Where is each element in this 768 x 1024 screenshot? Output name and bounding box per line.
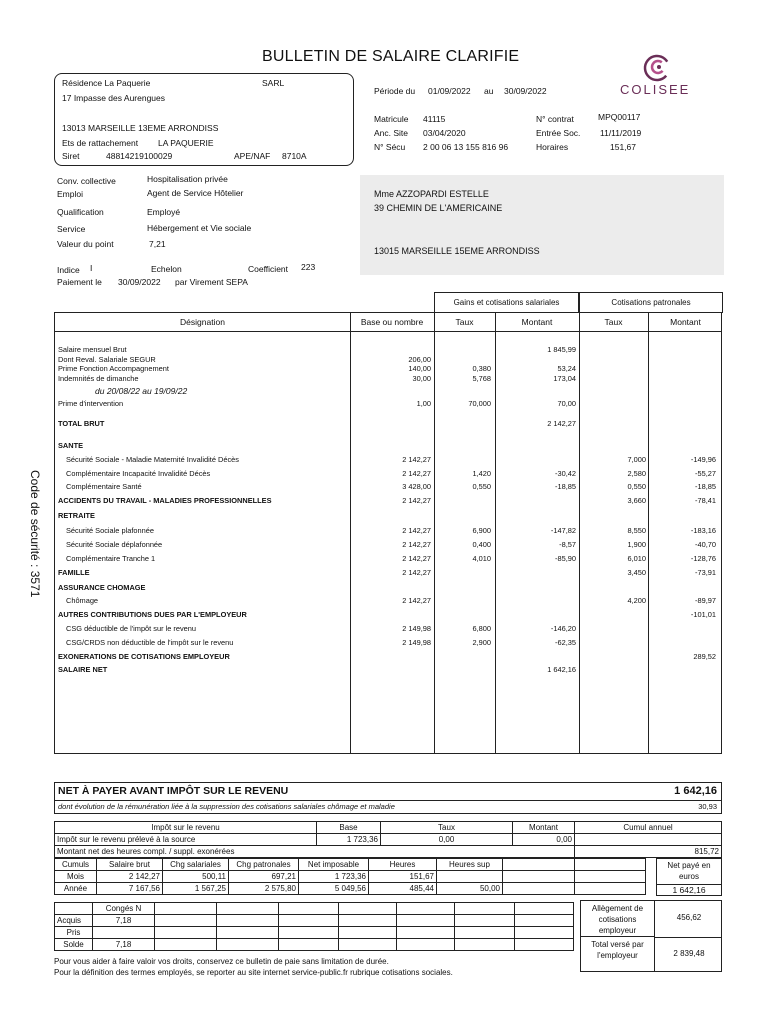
tax-h3: Montant xyxy=(513,822,575,834)
paiement-label: Paiement le xyxy=(57,277,102,287)
cell-base: 2 142,27 xyxy=(402,540,431,549)
qualif-label: Qualification xyxy=(57,207,104,217)
cell-designation: Sécurité Sociale déplafonnée xyxy=(66,540,163,549)
echelon-label: Echelon xyxy=(151,264,182,274)
cumuls-h0: Cumuls xyxy=(55,859,97,871)
cell-taux-pat: 8,550 xyxy=(627,526,646,535)
paiement-date: 30/09/2022 xyxy=(118,277,161,287)
table-row xyxy=(55,526,721,538)
table-row xyxy=(55,511,721,523)
cell-montant-pat: -149,96 xyxy=(690,455,716,464)
cumuls-mois-brut: 2 142,27 xyxy=(97,871,163,883)
cumuls-annee-netimp: 5 049,56 xyxy=(299,883,369,895)
net-box xyxy=(54,782,722,814)
tax-row2-value: 815,72 xyxy=(575,846,722,858)
emploi-label: Emploi xyxy=(57,189,83,199)
coef-value: 223 xyxy=(301,262,316,272)
tax-h2: Taux xyxy=(381,822,513,834)
security-code: Code de sécurité : 3571 xyxy=(28,470,42,598)
cell-montant-sal: 70,00 xyxy=(557,399,576,408)
header-base: Base ou nombre xyxy=(360,317,424,327)
cell-base: 140,00 xyxy=(408,364,431,373)
table-row xyxy=(55,482,721,494)
net-label: NET À PAYER AVANT IMPÔT SUR LE REVENU xyxy=(58,785,289,797)
cell-taux-sal: 0,400 xyxy=(472,540,491,549)
table-row xyxy=(55,455,721,467)
cell-designation: Salaire mensuel Brut xyxy=(58,345,127,354)
valeur-label: Valeur du point xyxy=(57,239,114,249)
employer-type: SARL xyxy=(262,78,285,88)
coef-label: Coefficient xyxy=(248,264,289,274)
cell-taux-sal: 70,000 xyxy=(468,399,491,408)
group-salarial: Gains et cotisations salariales xyxy=(434,292,579,313)
conges-pris-value xyxy=(93,927,155,939)
table-row xyxy=(55,386,721,398)
table-row xyxy=(55,441,721,453)
table-row xyxy=(55,469,721,481)
period-to: 30/09/2022 xyxy=(504,86,547,96)
anc-label: Anc. Site xyxy=(374,128,409,138)
cell-designation: Dont Reval. Salariale SEGUR xyxy=(58,355,156,364)
cell-taux-sal: 2,900 xyxy=(472,638,491,647)
tax-h1: Base xyxy=(317,822,381,834)
cell-designation: Sécurité Sociale - Maladie Maternité Invalidité Décès xyxy=(66,455,239,464)
cell-designation: Complémentaire Santé xyxy=(66,482,142,491)
cell-montant-sal: -62,35 xyxy=(555,638,576,647)
cell-designation: Sécurité Sociale plafonnée xyxy=(66,526,154,535)
cell-montant-pat: -18,85 xyxy=(695,482,716,491)
net-paye-box xyxy=(656,858,722,896)
service-value: Hébergement et Vie sociale xyxy=(147,223,252,233)
cumuls-mois-heures: 151,67 xyxy=(369,871,437,883)
cell-base: 30,00 xyxy=(412,374,431,383)
conges-header: Congés N xyxy=(93,903,155,915)
footer-line-2: Pour la définition des termes employés, se reporter au site internet service-public.fr rubrique cotisations sociales. xyxy=(54,968,453,977)
table-row xyxy=(55,596,721,608)
cell-montant-pat: -183,16 xyxy=(690,526,716,535)
table-row xyxy=(55,399,721,411)
cell-taux-pat: 3,660 xyxy=(627,496,646,505)
cell-taux-sal: 0,380 xyxy=(472,364,491,373)
cumuls-annee-label: Année xyxy=(55,883,97,895)
indice-value: I xyxy=(90,263,93,273)
tax-row1-label: Impôt sur le revenu prélevé à la source xyxy=(55,834,317,846)
cell-montant-sal: -147,82 xyxy=(550,526,576,535)
cell-base: 2 142,27 xyxy=(402,455,431,464)
employer-city: 13013 MARSEILLE 13EME ARRONDISS xyxy=(62,123,219,133)
cell-montant-sal: 2 142,27 xyxy=(547,419,576,428)
secu-value: 2 00 06 13 155 816 96 xyxy=(423,142,509,152)
cell-taux-pat: 6,010 xyxy=(627,554,646,563)
cell-designation: Chômage xyxy=(66,596,99,605)
employer-name: Résidence La Paquerie xyxy=(62,78,151,88)
table-row xyxy=(55,554,721,566)
cumuls-annee-chgpat: 2 575,80 xyxy=(229,883,299,895)
payslip-table xyxy=(54,298,722,754)
cell-taux-pat: 0,550 xyxy=(627,482,646,491)
tax-row2-label: Montant net des heures compl. / suppl. exonérées xyxy=(55,846,575,858)
employee-city: 13015 MARSEILLE 15EME ARRONDISS xyxy=(374,246,540,256)
conv-value: Hospitalisation privée xyxy=(147,174,228,184)
cell-base: 3 428,00 xyxy=(402,482,431,491)
cumuls-h6: Heures sup xyxy=(437,859,503,871)
cumuls-mois-label: Mois xyxy=(55,871,97,883)
employee-street: 39 CHEMIN DE L'AMERICAINE xyxy=(374,203,503,213)
allegement-label: Allègement de cotisations employeur xyxy=(581,901,655,937)
horaires-value: 151,67 xyxy=(610,142,636,152)
page-title: BULLETIN DE SALAIRE CLARIFIE xyxy=(262,48,520,65)
cell-montant-sal: -30,42 xyxy=(555,469,576,478)
cell-montant-sal: -18,85 xyxy=(555,482,576,491)
cell-montant-sal: -8,57 xyxy=(559,540,576,549)
footer-line-1: Pour vous aider à faire valoir vos droits, conservez ce bulletin de paie sans limitation de durée. xyxy=(54,957,389,966)
cell-taux-pat: 1,900 xyxy=(627,540,646,549)
cell-taux-sal: 4,010 xyxy=(472,554,491,563)
cell-designation: Complémentaire Incapacité Invalidité Décès xyxy=(66,469,211,478)
cell-montant-sal: -85,90 xyxy=(555,554,576,563)
cell-designation: ACCIDENTS DU TRAVAIL - MALADIES PROFESSIONNELLES xyxy=(58,496,272,505)
cumuls-annee-heuressup: 50,00 xyxy=(437,883,503,895)
emploi-value: Agent de Service Hôtelier xyxy=(147,188,244,198)
net-note-value: 30,93 xyxy=(698,802,717,811)
contrat-value: MPQ00117 xyxy=(598,112,641,122)
cell-taux-sal: 6,900 xyxy=(472,526,491,535)
net-value: 1 642,16 xyxy=(674,785,717,797)
header-montant-sal: Montant xyxy=(521,317,553,327)
siret-value: 48814219100029 xyxy=(106,151,173,161)
cumuls-h1: Salaire brut xyxy=(97,859,163,871)
conges-pris-label: Pris xyxy=(55,927,93,939)
cell-montant-pat: -55,27 xyxy=(695,469,716,478)
cumuls-h4: Net imposable xyxy=(299,859,369,871)
table-row xyxy=(55,374,721,386)
cumuls-annee-chgsal: 1 567,25 xyxy=(163,883,229,895)
cell-base: 2 142,27 xyxy=(402,568,431,577)
conges-solde-label: Solde xyxy=(55,939,93,951)
header-taux-pat: Taux xyxy=(604,317,623,327)
table-row xyxy=(55,540,721,552)
allegement-box xyxy=(580,900,722,972)
paiement-mode: par Virement SEPA xyxy=(175,277,248,287)
cumuls-mois-netimp: 1 723,36 xyxy=(299,871,369,883)
cell-montant-pat: 289,52 xyxy=(693,652,716,661)
tax-h0: Impôt sur le revenu xyxy=(55,822,317,834)
cell-base: 2 142,27 xyxy=(402,554,431,563)
cumuls-h3: Chg patronales xyxy=(229,859,299,871)
cumuls-table xyxy=(54,858,646,895)
cell-base: 1,00 xyxy=(416,399,431,408)
cell-base: 2 142,27 xyxy=(402,496,431,505)
cell-montant-pat: -101,01 xyxy=(690,610,716,619)
table-row xyxy=(55,496,721,508)
cumuls-h2: Chg salariales xyxy=(163,859,229,871)
anc-value: 03/04/2020 xyxy=(423,128,466,138)
cell-designation: SALAIRE NET xyxy=(58,665,108,674)
cell-taux-sal: 1,420 xyxy=(472,469,491,478)
cell-montant-pat: -73,91 xyxy=(695,568,716,577)
contrat-label: N° contrat xyxy=(536,114,574,124)
cell-taux-pat: 2,580 xyxy=(627,469,646,478)
ape-label: APE/NAF xyxy=(234,151,271,161)
cell-montant-sal: 1 642,16 xyxy=(547,665,576,674)
group-patronal: Cotisations patronales xyxy=(579,292,723,313)
matricule-label: Matricule xyxy=(374,114,409,124)
colisee-logo-icon xyxy=(642,53,672,83)
header-montant-pat: Montant xyxy=(670,317,701,327)
net-note: dont évolution de la rémunération liée à la suppression des cotisations salariales chômage et maladie xyxy=(58,802,395,811)
ets-label: Ets de rattachement xyxy=(62,138,139,148)
entree-value: 11/11/2019 xyxy=(600,128,642,138)
qualif-value: Employé xyxy=(147,207,181,217)
siret-label: Siret xyxy=(62,151,80,161)
cell-montant-pat: -40,70 xyxy=(695,540,716,549)
cell-montant-sal: 1 845,99 xyxy=(547,345,576,354)
cumuls-annee-heures: 485,44 xyxy=(369,883,437,895)
cell-designation: SANTE xyxy=(58,441,84,450)
table-row xyxy=(55,624,721,636)
conges-acquis-label: Acquis xyxy=(55,915,93,927)
ets-value: LA PAQUERIE xyxy=(158,138,214,148)
entree-label: Entrée Soc. xyxy=(536,128,581,138)
cell-base: 2 142,27 xyxy=(402,469,431,478)
allegement-value: 456,62 xyxy=(676,913,702,922)
valeur-value: 7,21 xyxy=(149,239,166,249)
cell-designation: CSG/CRDS non déductible de l'impôt sur le revenu xyxy=(66,638,234,647)
cell-base: 2 142,27 xyxy=(402,596,431,605)
header-taux-sal: Taux xyxy=(455,317,474,327)
cumuls-mois-heuressup xyxy=(437,871,503,883)
tax-table xyxy=(54,821,722,858)
cell-taux-pat: 3,450 xyxy=(627,568,646,577)
cell-taux-pat: 7,000 xyxy=(627,455,646,464)
total-verse-label: Total versé par l'employeur xyxy=(581,937,655,972)
horaires-label: Horaires xyxy=(536,142,569,152)
period-from: 01/09/2022 xyxy=(428,86,471,96)
cell-montant-pat: -89,97 xyxy=(695,596,716,605)
cell-montant-sal: 53,24 xyxy=(557,364,576,373)
net-paye-value: 1 642,16 xyxy=(672,885,706,895)
conges-acquis-value: 7,18 xyxy=(93,915,155,927)
cell-designation: du 20/08/22 au 19/09/22 xyxy=(95,386,188,396)
cell-montant-sal: -146,20 xyxy=(550,624,576,633)
cell-base: 2 142,27 xyxy=(402,526,431,535)
table-row xyxy=(55,610,721,622)
cell-designation: Prime Fonction Accompagnement xyxy=(58,364,169,373)
tax-row1-montant: 0,00 xyxy=(513,834,575,846)
conges-solde-value: 7,18 xyxy=(93,939,155,951)
cumuls-annee-brut: 7 167,56 xyxy=(97,883,163,895)
cell-designation: TOTAL BRUT xyxy=(58,419,105,428)
employee-name: Mme AZZOPARDI ESTELLE xyxy=(374,189,489,199)
cell-taux-pat: 4,200 xyxy=(627,596,646,605)
cumuls-h5: Heures xyxy=(369,859,437,871)
cell-designation: AUTRES CONTRIBUTIONS DUES PAR L'EMPLOYEUR xyxy=(58,610,247,619)
cell-designation: ASSURANCE CHOMAGE xyxy=(58,583,146,592)
cell-designation: FAMILLE xyxy=(58,568,90,577)
cell-base: 2 149,98 xyxy=(402,638,431,647)
tax-row1-taux: 0,00 xyxy=(381,834,513,846)
table-row xyxy=(55,583,721,595)
tax-h4: Cumul annuel xyxy=(575,822,722,834)
cell-designation: RETRAITE xyxy=(58,511,95,520)
cell-designation: Indemnités de dimanche xyxy=(58,374,139,383)
period-label: Période du xyxy=(374,86,416,96)
cell-designation: EXONERATIONS DE COTISATIONS EMPLOYEUR xyxy=(58,652,230,661)
tax-row1-base: 1 723,36 xyxy=(317,834,381,846)
table-row xyxy=(55,652,721,664)
cell-designation: Prime d'intervention xyxy=(58,399,124,408)
cell-montant-pat: -128,76 xyxy=(690,554,716,563)
employer-address: 17 Impasse des Aurengues xyxy=(62,93,166,103)
header-designation: Désignation xyxy=(180,317,225,327)
table-row xyxy=(55,568,721,580)
ape-value: 8710A xyxy=(282,151,307,161)
indice-label: Indice xyxy=(57,265,80,275)
period-au: au xyxy=(484,86,494,96)
conges-table xyxy=(54,902,574,951)
total-verse-value: 2 839,48 xyxy=(673,949,705,958)
logo-text: COLISEE xyxy=(620,82,691,97)
cell-designation: Complémentaire Tranche 1 xyxy=(66,554,156,563)
cumuls-mois-chgpat: 697,21 xyxy=(229,871,299,883)
matricule-value: 41115 xyxy=(423,114,446,124)
net-paye-label: Net payé en euros xyxy=(667,861,711,881)
table-row xyxy=(55,638,721,650)
cell-base: 2 149,98 xyxy=(402,624,431,633)
cell-taux-sal: 0,550 xyxy=(472,482,491,491)
cumuls-mois-chgsal: 500,11 xyxy=(163,871,229,883)
cell-montant-sal: 173,04 xyxy=(553,374,576,383)
conv-label: Conv. collective xyxy=(57,176,116,186)
service-label: Service xyxy=(57,224,86,234)
cell-taux-sal: 6,800 xyxy=(472,624,491,633)
cell-taux-sal: 5,768 xyxy=(472,374,491,383)
cell-designation: CSG déductible de l'impôt sur le revenu xyxy=(66,624,196,633)
table-row xyxy=(55,419,721,431)
table-row xyxy=(55,665,721,677)
cell-montant-pat: -78,41 xyxy=(695,496,716,505)
secu-label: N° Sécu xyxy=(374,142,406,152)
cell-base: 206,00 xyxy=(408,355,431,364)
